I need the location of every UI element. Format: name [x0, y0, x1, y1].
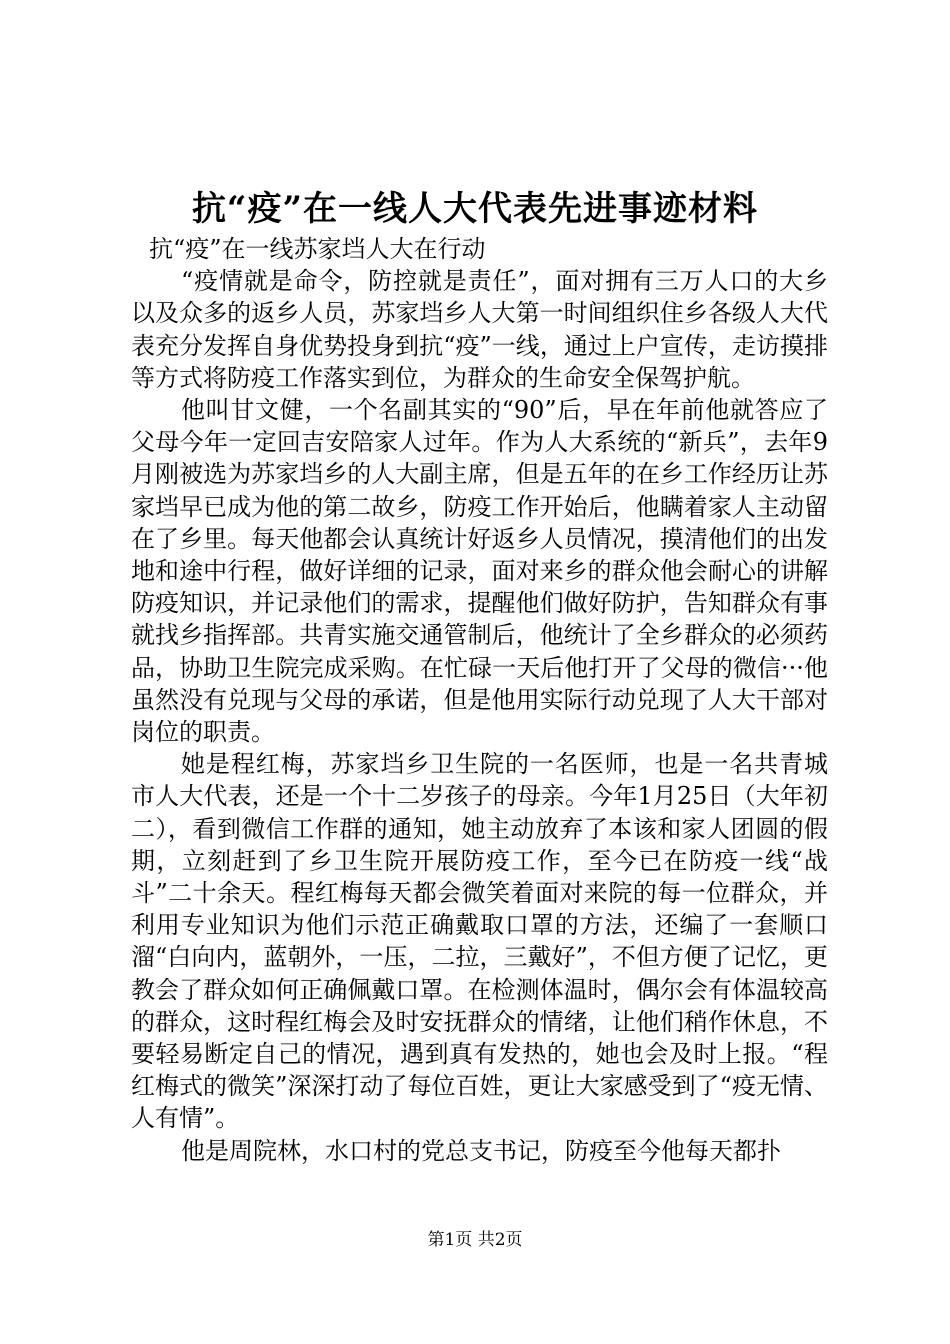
paragraph: 他叫甘文健，一个名副其实的“90”后，早在年前他就答应了父母今年一定回吉安陪家人过年。作为人大系统的“新兵”，去年9月刚被选为苏家垱乡的人大副主席，但是五年的在乡工作经历让苏家垱早已成为他的第二故乡，防疫工作开始后，他瞒着家人主动留在了乡里。每天他都会认真统计好返乡人员情况，摸清他们的出发地和途中行程，做好详细的记录，面对来乡的群众他会耐心的讲解防疫知识，并记录他们的需求，提醒他们做好防护，告知群众有事就找乡指挥部。共青实施交通管制后，他统计了全乡群众的必须药品，协助卫生院完成采购。在忙碌一天后他打开了父母的微信···他虽然没有兑现与父母的承诺，但是他用实际行动兑现了人大干部对岗位的职责。 [131, 396, 828, 747]
document-title: 抗“疫”在一线人大代表先进事迹材料 [191, 189, 759, 229]
paragraph: 她是程红梅，苏家垱乡卫生院的一名医师，也是一名共青城市人大代表，还是一个十二岁孩子的母亲。今年1月25日（大年初二），看到微信工作群的通知，她主动放弃了本该和家人团圆的假期，立刻赶到了乡卫生院开展防疫工作，至今已在防疫一线“战斗”二十余天。程红梅每天都会微笑着面对来院的每一位群众，并利用专业知识为他们示范正确戴取口罩的方法，还编了一套顺口溜“白向内，蓝朝外，一压，二拉，三戴好”，不但方便了记忆，更教会了群众如何正确佩戴口罩。在检测体温时，偶尔会有体温较高的群众，这时程红梅会及时安抚群众的情绪，让他们稍作休息，不要轻易断定自己的情况，遇到真有发热的，她也会及时上报。“程红梅式的微笑”深深打动了每位百姓，更让大家感受到了“疫无情、人有情”。 [131, 750, 828, 1133]
paragraph: 他是周院林，水口村的党总支书记，防疫至今他每天都扑 [181, 1136, 781, 1165]
page-footer: 第1页 共2页 [427, 1230, 523, 1250]
document-body [131, 233, 828, 1167]
paragraph: “疫情就是命令，防控就是责任”，面对拥有三万人口的大乡以及众多的返乡人员，苏家垱乡人大第一时间组织住乡各级人大代表充分发挥自身优势投身到抗“疫”一线，通过上户宣传，走访摸排等方式将防疫工作落实到位，为群众的生命安全保驾护航。 [131, 267, 828, 392]
document-subtitle: 抗“疫”在一线苏家垱人大在行动 [149, 235, 486, 263]
